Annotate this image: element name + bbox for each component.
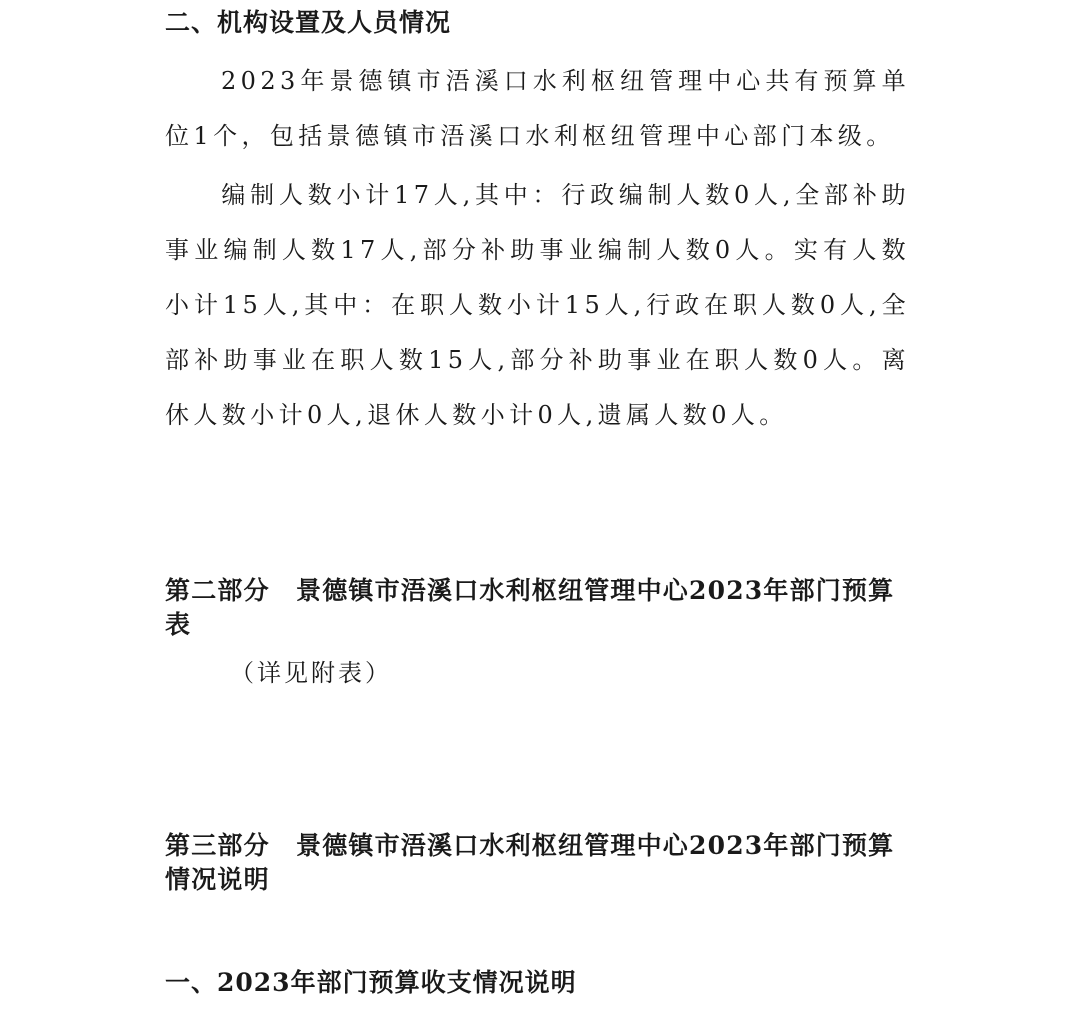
paragraph-budget-units-text: 2023年景德镇市浯溪口水利枢纽管理中心共有预算单位1个，包括景德镇市浯溪口水利枢纽管理中心部门本级。 xyxy=(165,67,910,150)
section-heading-budget-summary: 一、2023年部门预算收支情况说明 xyxy=(165,968,577,997)
see-attachment-note: （详见附表） xyxy=(230,659,392,687)
paragraph-budget-units xyxy=(165,54,910,164)
part-three-heading: 第三部分 景德镇市浯溪口水利枢纽管理中心2023年部门预算情况说明 xyxy=(165,831,895,894)
section-heading-org: 二、机构设置及人员情况 xyxy=(165,8,452,37)
paragraph-staffing-text: 编制人数小计17人,其中：行政编制人数0人,全部补助事业编制人数17人,部分补助事业编制人数0人。实有人数小计15人,其中：在职人数小计15人,行政在职人数0人,全部补助事业在职人数15人,部分补助事业在职人数0人。离休人数小计0人,退休人数小计0人,遗属人数0人。 xyxy=(165,181,910,429)
part-two-heading: 第二部分 景德镇市浯溪口水利枢纽管理中心2023年部门预算表 xyxy=(165,576,895,639)
paragraph-staffing xyxy=(165,168,910,443)
